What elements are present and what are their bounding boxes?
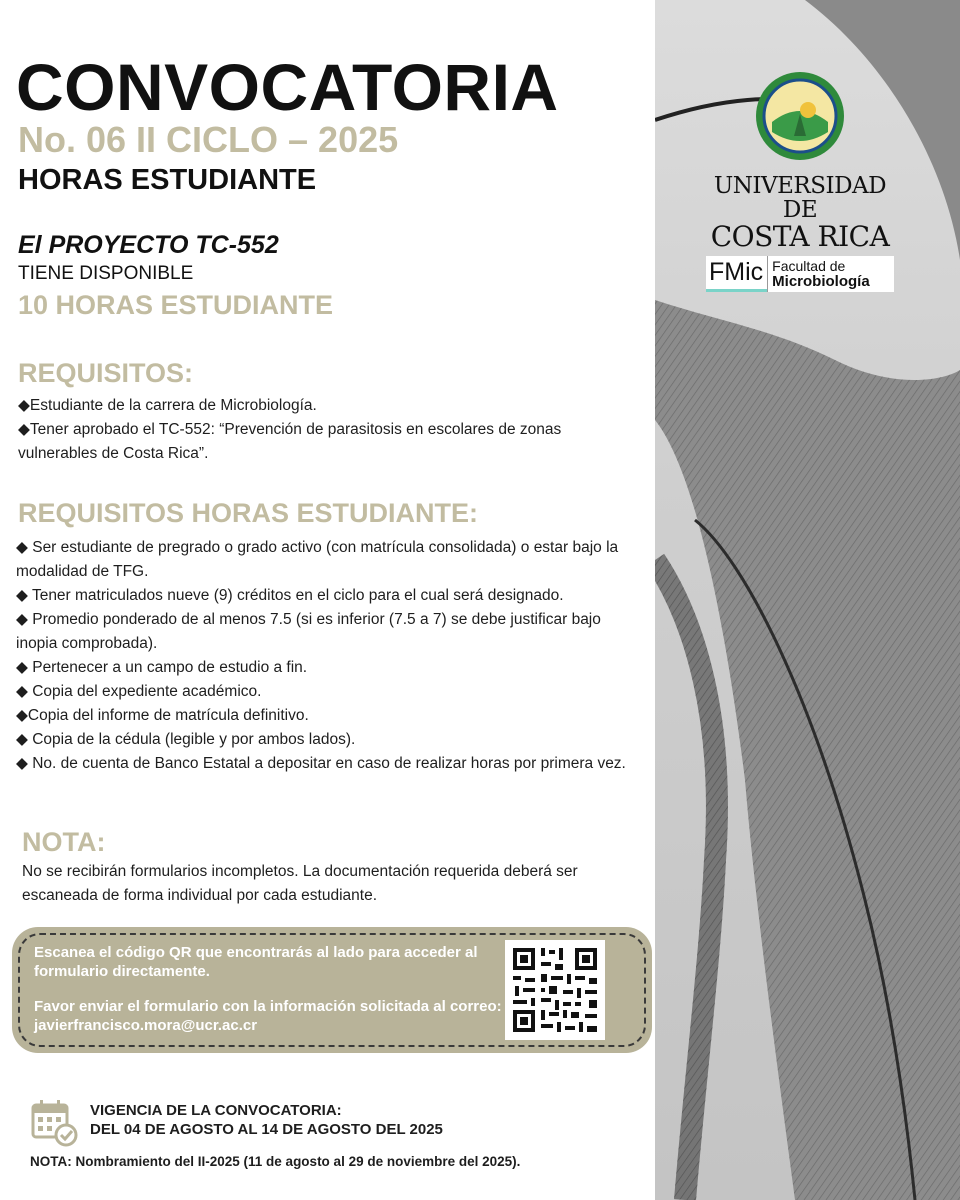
page-title: CONVOCATORIA: [16, 50, 559, 124]
list-item: ◆Tener aprobado el TC-552: “Prevención de parasitosis en escolares de zonas vulnerables de Costa Rica”.: [18, 421, 562, 462]
nota-title: NOTA:: [22, 827, 106, 857]
calendar-check-icon: [30, 1097, 80, 1147]
list-item: ◆ Promedio ponderado de al menos 7.5 (si es inferior (7.5 a 7) se debe justificar bajo inopia comprobada).: [16, 611, 601, 652]
nota-text: No se recibirán formularios incompletos. La documentación requerida deberá ser escaneada de forma individual por cada estudiante.: [22, 863, 578, 904]
call-number: No. 06 II CICLO – 2025: [18, 119, 399, 160]
requisitos-horas-title: REQUISITOS HORAS ESTUDIANTE:: [18, 498, 479, 528]
list-item: ◆ Copia del expediente académico.: [16, 683, 262, 700]
list-item: ◆ Pertenecer a un campo de estudio a fin.: [16, 659, 308, 676]
qr-info-box: [12, 927, 652, 1053]
list-item: ◆ No. de cuenta de Banco Estatal a depositar en caso de realizar horas por primera vez.: [16, 755, 626, 772]
university-name-line2: COSTA RICA: [710, 220, 890, 253]
project-name: El PROYECTO TC-552: [18, 231, 279, 259]
list-item: ◆Copia del informe de matrícula definitivo.: [16, 707, 309, 724]
faculty-name: [767, 256, 874, 292]
list-item: ◆ Tener matriculados nueve (9) créditos en el ciclo para el cual será designado.: [16, 587, 564, 604]
call-heading: HORAS ESTUDIANTE: [18, 164, 317, 196]
footer-note: NOTA: Nombramiento del II-2025 (11 de agosto al 29 de noviembre del 2025).: [30, 1154, 521, 1169]
faculty-name-line1: Facultad de: [772, 258, 846, 274]
qr-email-instructions[interactable]: Favor enviar el formulario con la información solicitada al correo: javierfrancisco.mora@ucr.ac.cr: [34, 998, 502, 1034]
university-name-line1: UNIVERSIDAD DE: [713, 173, 887, 223]
qr-code-icon[interactable]: [505, 940, 605, 1040]
list-item: ◆Estudiante de la carrera de Microbiología.: [18, 397, 317, 414]
university-name: [705, 174, 895, 252]
faculty-abbreviation: FMic: [706, 256, 767, 292]
ucr-seal-icon: [754, 70, 846, 162]
list-item: ◆ Ser estudiante de pregrado o grado activo (con matrícula consolidada) o estar bajo la modalidad de TFG.: [16, 539, 619, 580]
vigencia-dates: DEL 04 DE AGOSTO AL 14 DE AGOSTO DEL 2025: [90, 1121, 443, 1138]
faculty-logo: [706, 256, 894, 292]
list-item: ◆ Copia de la cédula (legible y por ambos lados).: [16, 731, 356, 748]
requisitos-title: REQUISITOS:: [18, 358, 194, 388]
vigencia-label: VIGENCIA DE LA CONVOCATORIA:: [90, 1102, 342, 1119]
requisitos-list: [18, 394, 638, 466]
qr-instructions: Escanea el código QR que encontrarás al lado para acceder al formulario directamente.: [34, 944, 478, 980]
faculty-name-line2: Microbiología: [772, 273, 870, 290]
requisitos-horas-list: [16, 536, 644, 776]
project-hours: 10 HORAS ESTUDIANTE: [18, 290, 334, 320]
university-branding: [705, 70, 895, 292]
project-availability: TIENE DISPONIBLE: [18, 263, 194, 284]
